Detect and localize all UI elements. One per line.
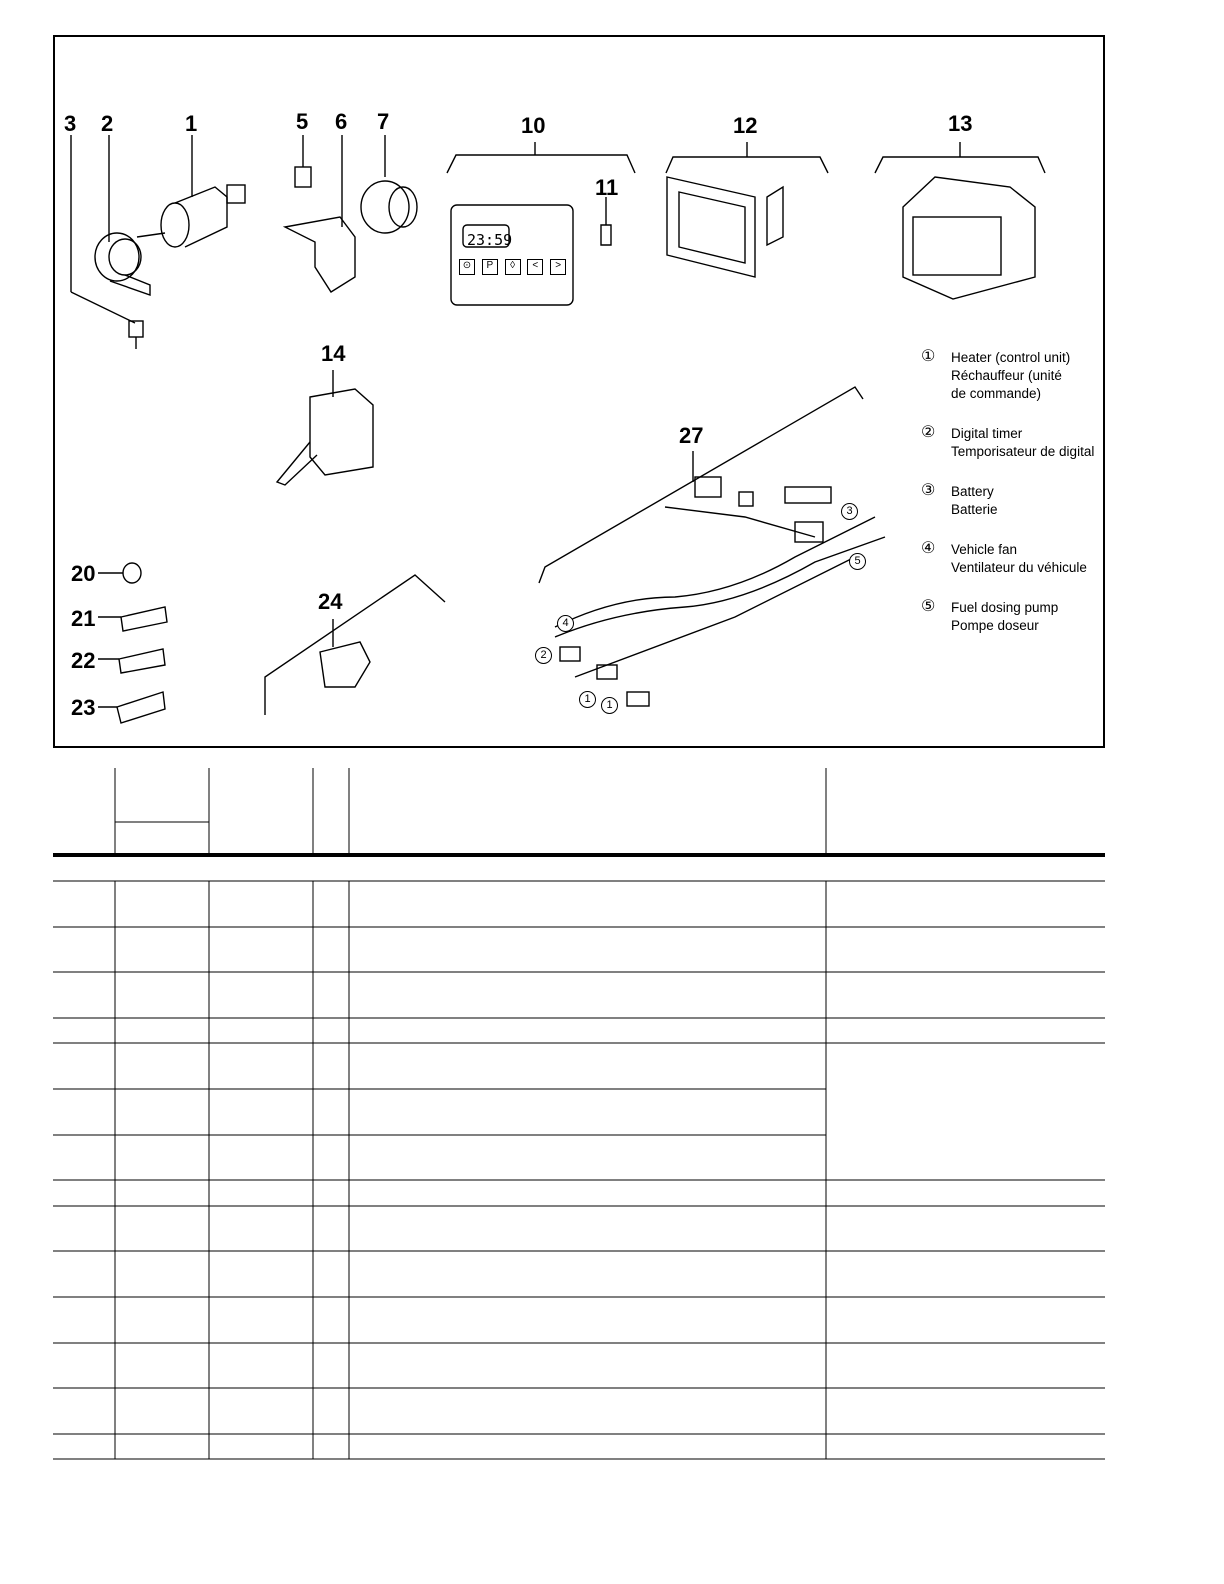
parts-diagram	[53, 35, 1105, 748]
part-number-12: 12	[733, 113, 758, 138]
part-number-13: 13	[948, 111, 973, 136]
parts-table-grid	[53, 768, 1105, 1460]
part-number-23: 23	[71, 695, 96, 720]
legend-text: Ventilateur du véhicule	[951, 560, 1087, 575]
legend-text: Temporisateur de digital	[951, 444, 1095, 459]
legend-text: Réchauffeur (unité	[951, 368, 1062, 383]
legend-text: Pompe doseur	[951, 618, 1039, 633]
harness-callout-battery: 3	[841, 503, 858, 520]
harness-callout-heater: 1	[579, 691, 596, 708]
parts-table	[53, 768, 1105, 1460]
timer-button: P	[482, 259, 498, 275]
legend-text: Battery	[951, 484, 994, 499]
part-number-20: 20	[71, 561, 96, 586]
part-number-7: 7	[377, 109, 390, 134]
part-number-22: 22	[71, 648, 96, 673]
legend-text: Heater (control unit)	[951, 350, 1071, 365]
harness-callout-heater: 1	[601, 697, 618, 714]
timer-button: <	[527, 259, 543, 275]
legend-mark: ①	[921, 348, 936, 365]
timer-button: >	[550, 259, 566, 275]
part-number-11: 11	[595, 175, 619, 200]
legend-text: Digital timer	[951, 426, 1023, 441]
part-number-6: 6	[335, 109, 348, 134]
legend-mark: ③	[921, 482, 936, 499]
timer-button: ⊙	[459, 259, 475, 275]
legend-text: Fuel dosing pump	[951, 600, 1059, 615]
part-number-10: 10	[521, 113, 546, 138]
timer-button: ◊	[505, 259, 521, 275]
harness-callout-fuel-pump: 5	[849, 553, 866, 570]
legend-mark: ②	[921, 424, 936, 441]
legend-entry-vehicle-fan	[921, 541, 1094, 577]
legend-mark: ④	[921, 540, 936, 557]
part-number-21: 21	[71, 606, 96, 631]
legend-text: Batterie	[951, 502, 998, 517]
part-number-1: 1	[185, 111, 198, 136]
diagram-legend	[921, 349, 1094, 657]
legend-entry-fuel-pump	[921, 599, 1094, 635]
part-number-2: 2	[101, 111, 114, 136]
part-number-24: 24	[318, 589, 343, 614]
part-number-5: 5	[296, 109, 309, 134]
part-number-27: 27	[679, 423, 704, 448]
harness-callout-vehicle-fan: 4	[557, 615, 574, 632]
timer-display: 23:59	[467, 231, 513, 249]
legend-mark: ⑤	[921, 598, 936, 615]
timer-buttons	[459, 259, 566, 275]
part-number-3: 3	[64, 111, 77, 136]
legend-text: Vehicle fan	[951, 542, 1018, 557]
legend-entry-battery	[921, 483, 1094, 519]
legend-entry-digital-timer	[921, 425, 1094, 461]
part-number-14: 14	[321, 341, 346, 366]
legend-text: de commande)	[951, 386, 1042, 401]
harness-callout-timer: 2	[535, 647, 552, 664]
legend-entry-heater	[921, 349, 1094, 403]
